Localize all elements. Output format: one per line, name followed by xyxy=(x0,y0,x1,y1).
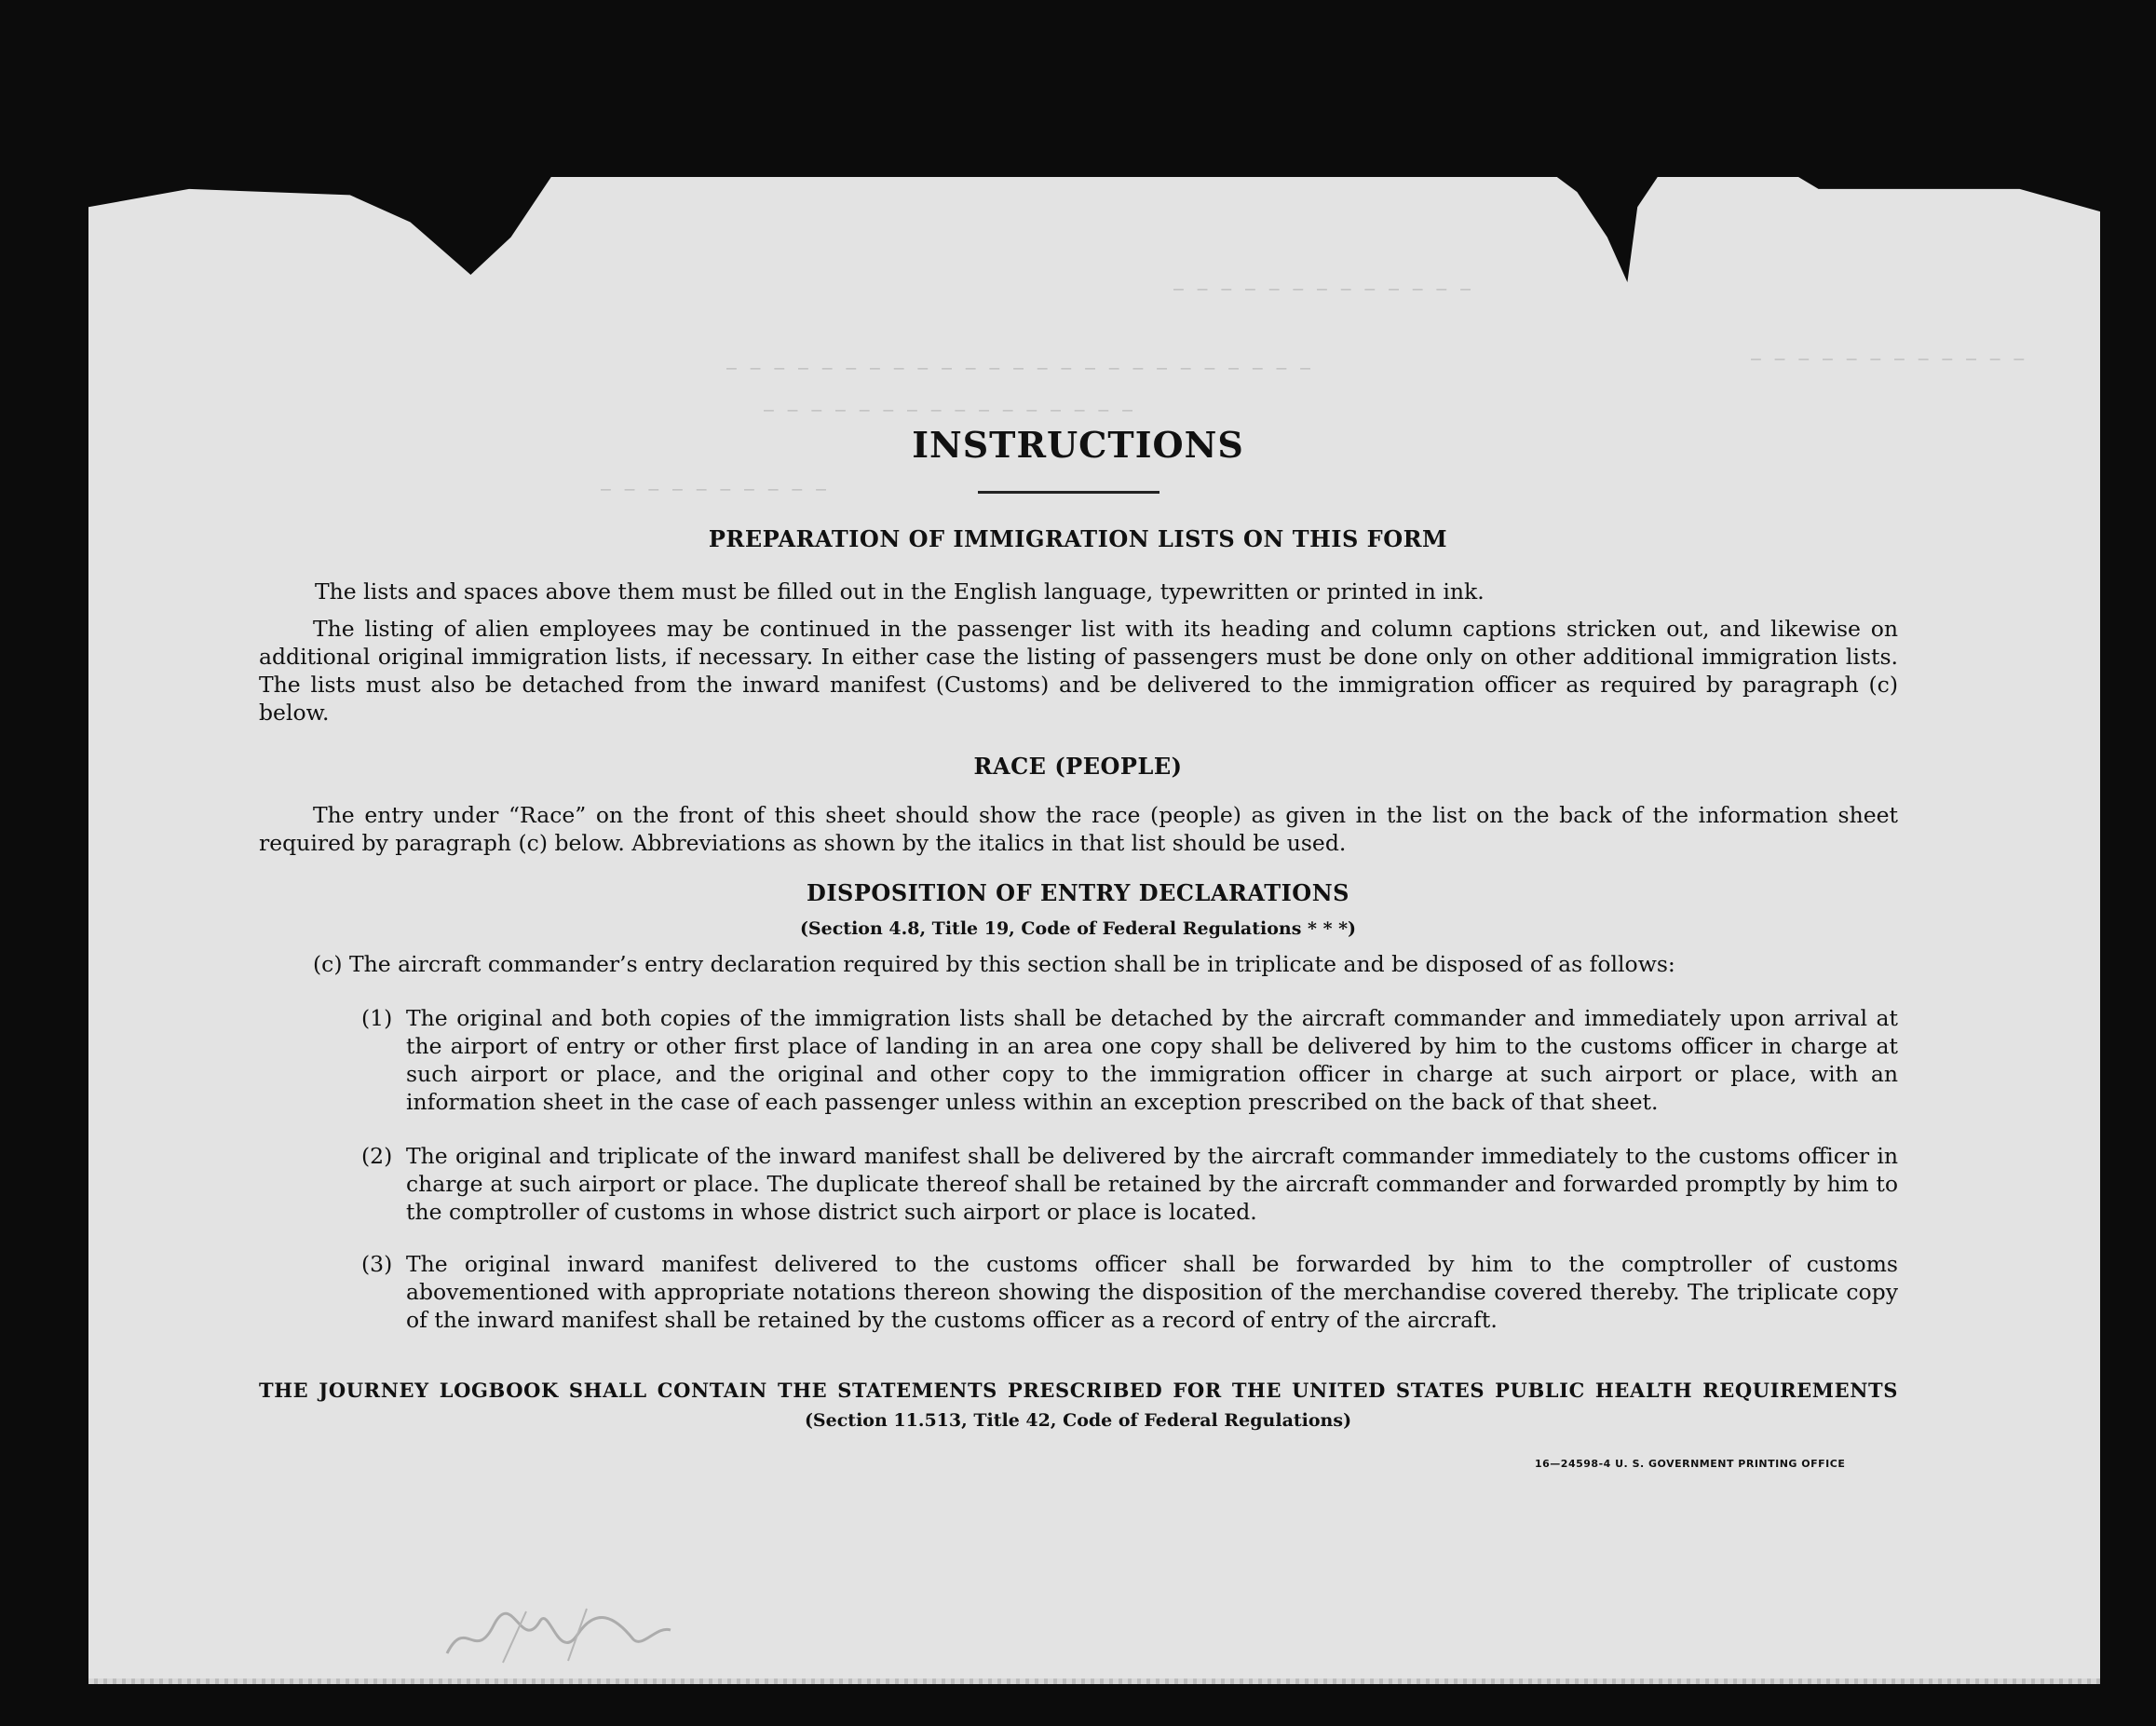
section-heading-disposition: DISPOSITION OF ENTRY DECLARATIONS xyxy=(807,879,1349,906)
citation-title-42: (Section 11.513, Title 42, Code of Federal Regulations) xyxy=(804,1410,1352,1431)
clause-text: The original and triplicate of the inward manifest shall be delivered by the aircraft commander immediately to the customs officer in charge at such airport or place. The duplicate thereof shall be retained by the aircraft commander and forwarded promptly by him to the comptroller of customs in whose district such airport or place is located. xyxy=(406,1143,1898,1225)
bleed-through-mark: — — — — — — — — — — — — — — — — — — — — — — — — — xyxy=(726,359,1313,378)
clause-number: (1) xyxy=(361,1005,393,1031)
paragraph-c-intro: (c) The aircraft commander’s entry declaration required by this section shall be in triplicate and be disposed of as follows: xyxy=(313,951,1675,977)
bleed-through-mark: — — — — — — — — — — — — — xyxy=(1173,279,1472,299)
handwritten-mark-image xyxy=(438,1597,680,1672)
bleed-through-mark: — — — — — — — — — — — — — — — — xyxy=(764,401,1134,420)
paragraph-language: The lists and spaces above them must be filled out in the English language, typewritten or printed in ink. xyxy=(315,578,1485,605)
clause-text: The original inward manifest delivered to the customs officer shall be forwarded by him to the comptroller of customs abovementioned with appropriate notations thereon showing the disposition of the merchandise covered thereby. The triplicate copy of the inward manifest shall be retained by the customs officer as a record of entry of the aircraft. xyxy=(406,1251,1898,1333)
clause-number: (3) xyxy=(361,1251,393,1277)
page-edge xyxy=(88,1678,2100,1684)
document-title: INSTRUCTIONS xyxy=(912,424,1244,466)
bleed-through-mark: — — — — — — — — — — — — xyxy=(1751,349,2027,369)
section-heading-race: RACE (PEOPLE) xyxy=(973,753,1183,780)
paragraph-race: The entry under “Race” on the front of this sheet should show the race (people) as given in the list on the back of the information sheet required by paragraph (c) below. Abbreviations as shown by the italics in that list should be used. xyxy=(259,802,1898,856)
printing-office-code: 16—24598-4 U. S. GOVERNMENT PRINTING OFFICE xyxy=(1535,1458,1846,1470)
paragraph-alien-employees: The listing of alien employees may be continued in the passenger list with its heading and column captions stricken out, and likewise on additional original immigration lists, if necessary. In either case the listing of passengers must be done only on other additional immigration lists. The lists must also be detached from the inward manifest (Customs) and be delivered to the immigration officer as required by paragraph (c) below. xyxy=(259,616,1898,726)
citation-title-19: (Section 4.8, Title 19, Code of Federal Regulations * * *) xyxy=(799,918,1357,939)
title-underline xyxy=(978,491,1159,494)
section-heading-preparation: PREPARATION OF IMMIGRATION LISTS ON THIS FORM xyxy=(708,525,1448,552)
bleed-through-mark: — — — — — — — — — — xyxy=(601,480,828,499)
clause-text: The original and both copies of the immigration lists shall be detached by the aircraft commander and immediately upon arrival at the airport of entry or other first place of landing in an area one copy shall be delivered by him to the customs officer in charge at such airport or place, and the original and other copy to the immigration officer in charge at such airport or place, with an information sheet in the case of each passenger unless within an exception prescribed on the back of that sheet. xyxy=(406,1005,1898,1115)
clause-number: (2) xyxy=(361,1143,393,1169)
public-health-statement: THE JOURNEY LOGBOOK SHALL CONTAIN THE STATEMENTS PRESCRIBED FOR THE UNITED STATES PUBLIC HEALTH REQUIREMENTS xyxy=(259,1379,1898,1402)
